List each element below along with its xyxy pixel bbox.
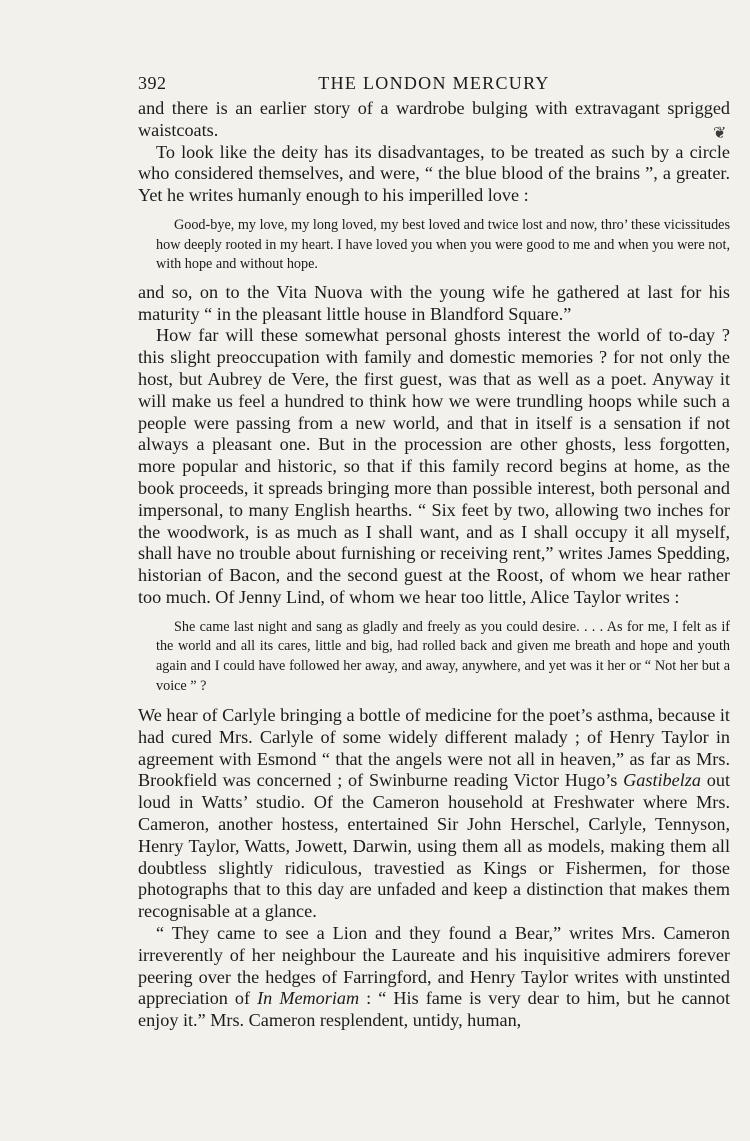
block-quote-jenny-lind [156,618,730,696]
book-page [138,66,730,1032]
journal-title: THE LONDON MERCURY [318,73,550,93]
paragraph-vita-nuova: and so, on to the Vita Nuova with the young wife he gathered at last for his maturity “ in the pleasant little house in Blandford Square.” [138,281,730,324]
page-number: 392 [138,73,167,93]
paragraph-text: We hear of Carlyle bringing a bottle of medicine for the poet’s asthma, because it had cured Mrs. Carlyle of some widely different malady ; of Henry Taylor in agreement with Esmond “ that the angels were not all in heaven,” as far as Mrs. Brookfield was concerned ; of Swinburne reading Victor Hugo’s [138,705,730,791]
paragraph-text: out loud in Watts’ studio. Of the Cameron household at Freshwater where Mrs. Cameron, another hostess, entertained Sir John Herschel, Carlyle, Tennyson, Henry Taylor, Watts, Jowett, Darwin, using them all as models, making them all doubtless slightly ridiculous, travestied as Kings or Fishermen, for those photographs that to this day are unfaded and keep a distinction that makes them recognisable at a glance. [138,770,730,922]
paragraph-deity: To look like the deity has its disadvantages, to be treated as such by a circle who considered themselves, and were, “ the blue blood of the brains ”, a greater. Yet he writes humanly enough to his imperilled love : [138,141,730,206]
italic-title: Gastibelza [623,770,701,791]
paragraph-text: “ They came to see a Lion and they found a Bear,” writes Mrs. Cameron irreverently of her neighbour the Laureate and his inquisitive admirers forever peering over the hedges of Farringford, and Henry Taylor writes with unstinted appreciation of [138,923,730,1009]
running-head [138,66,730,98]
paragraph-lion-and-bear [138,923,730,1032]
block-quote-text: Good-bye, my love, my long loved, my best loved and twice lost and now, thro’ these vicissitudes how deeply rooted in my heart. I have loved you when you were good to me and when you were not, with hope and without hope. [156,216,730,273]
margin-mark-icon: ❦ [713,125,727,142]
paragraph-personal-ghosts: How far will these somewhat personal ghosts interest the world of to-day ? this slight preoccupation with family and domestic memories ? for not only the host, but Aubrey de Vere, the first guest, was that as well as a poet. Anyway it will make us feel a hundred to think how we were trundling hoops while such a people were passing from a new world, and that in itself is a sensation if not always a pleasant one. But in the procession are other ghosts, less forgotten, more popular and historic, so that if this family record begins at home, as the book proceeds, it spreads bringing more than possible interest, both personal and impersonal, to many English hearths. “ Six feet by two, allowing two inches for the woodwork, is as much as I shall want, and as I shall occupy it all myself, shall have no trouble about furnishing or receiving rent,” writes James Spedding, historian of Bacon, and the second guest at the Roost, of whom we hear rather too much. Of Jenny Lind, of whom we hear too little, Alice Taylor writes : [138,325,730,607]
block-quote-letter [156,216,730,275]
paragraph-carlyle [138,705,730,923]
paragraph-continuation: and there is an earlier story of a wardrobe bulging with extravagant sprigged waistcoats. [138,98,730,140]
article-body [138,98,730,1032]
block-quote-text: She came last night and sang as gladly and freely as you could desire. . . . As for me, I felt as if the world and all its cares, little and big, had rolled back and given me breath and hope and youth again and I could have followed her away, and away, anywhere, and yet was it her or “ Not her but a voice ” ? [156,618,730,694]
italic-title: In Memoriam [257,988,360,1009]
paragraph-text: : “ His fame is very dear to him, but he cannot enjoy it.” Mrs. Cameron resplendent, untidy, human, [138,988,731,1031]
